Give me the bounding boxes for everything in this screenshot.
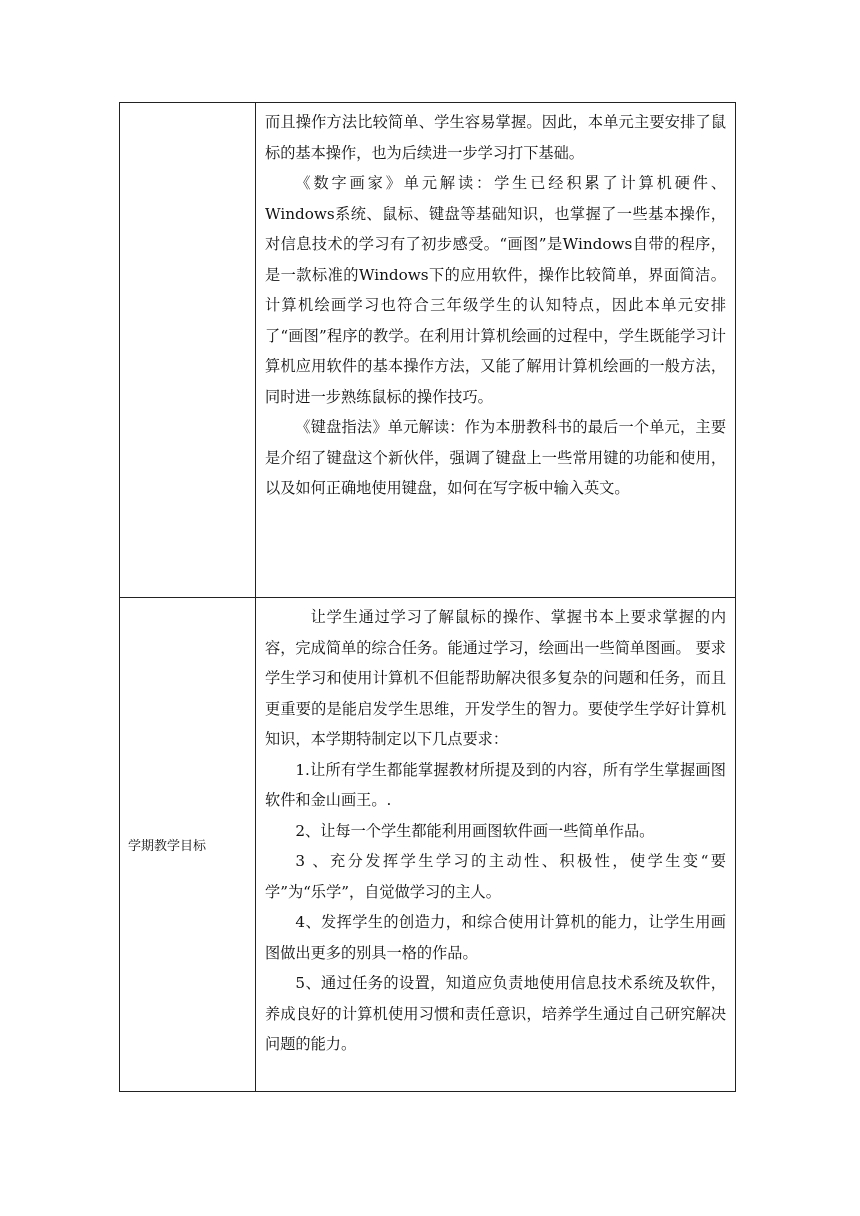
paragraph: 《数字画家》单元解读：学生已经积累了计算机硬件、Windows系统、鼠标、键盘等基础知识，也掌握了一些基本操作，对信息技术的学习有了初步感受。“画图”是Windows自带的程序，是一款标准的Windows下的应用软件，操作比较简单，界面简洁。计算机绘画学习也符合三年级学生的认知特点，因此本单元安排了“画图”程序的教学。在利用计算机绘画的过程中，学生既能学习计算机应用软件的基本操作方法，又能了解用计算机绘画的一般方法，同时进一步熟练鼠标的操作技巧。: [265, 174, 726, 406]
paragraph: 4、发挥学生的创造力，和综合使用计算机的能力，让学生用画图做出更多的别具一格的作品。: [265, 913, 726, 962]
paragraph: 1.让所有学生都能掌握教材所提及到的内容，所有学生掌握画图软件和金山画王。.: [265, 760, 726, 809]
content-table: [119, 102, 736, 1092]
paragraph: 而且操作方法比较简单、学生容易掌握。因此，本单元主要安排了鼠标的基本操作，也为后续进一步学习打下基础。: [265, 113, 726, 162]
paragraph: 2、让每一个学生都能利用画图软件画一些简单作品。: [295, 821, 655, 840]
table-row: [120, 103, 736, 598]
row-label-cell: [120, 103, 256, 598]
semester-goals-label: 学期教学目标: [120, 598, 256, 1092]
semester-goals-cell: [256, 598, 736, 1092]
paragraph: 《键盘指法》单元解读：作为本册教科书的最后一个单元，主要是介绍了键盘这个新伙伴，强调了键盘上一些常用键的功能和使用，以及如何正确地使用键盘，如何在写字板中输入英文。: [265, 418, 726, 497]
paragraph: 让学生通过学习了解鼠标的操作、掌握书本上要求掌握的内容，完成简单的综合任务。能通过学习，绘画出一些简单图画。 要求学生学习和使用计算机不但能帮助解决很多复杂的问题和任务，而且更重要的是能启发学生思维，开发学生的智力。要使学生学好计算机知识，本学期特制定以下几点要求：: [265, 608, 726, 748]
unit-interpretation-cell: [256, 103, 736, 598]
paragraph: 3 、充分发挥学生学习的主动性、积极性，使学生变“要学”为“乐学”，自觉做学习的主人。: [265, 852, 726, 901]
paragraph: 5、通过任务的设置，知道应负责地使用信息技术系统及软件，养成良好的计算机使用习惯和责任意识，培养学生通过自己研究解决问题的能力。: [265, 974, 726, 1053]
table-row: [120, 598, 736, 1092]
